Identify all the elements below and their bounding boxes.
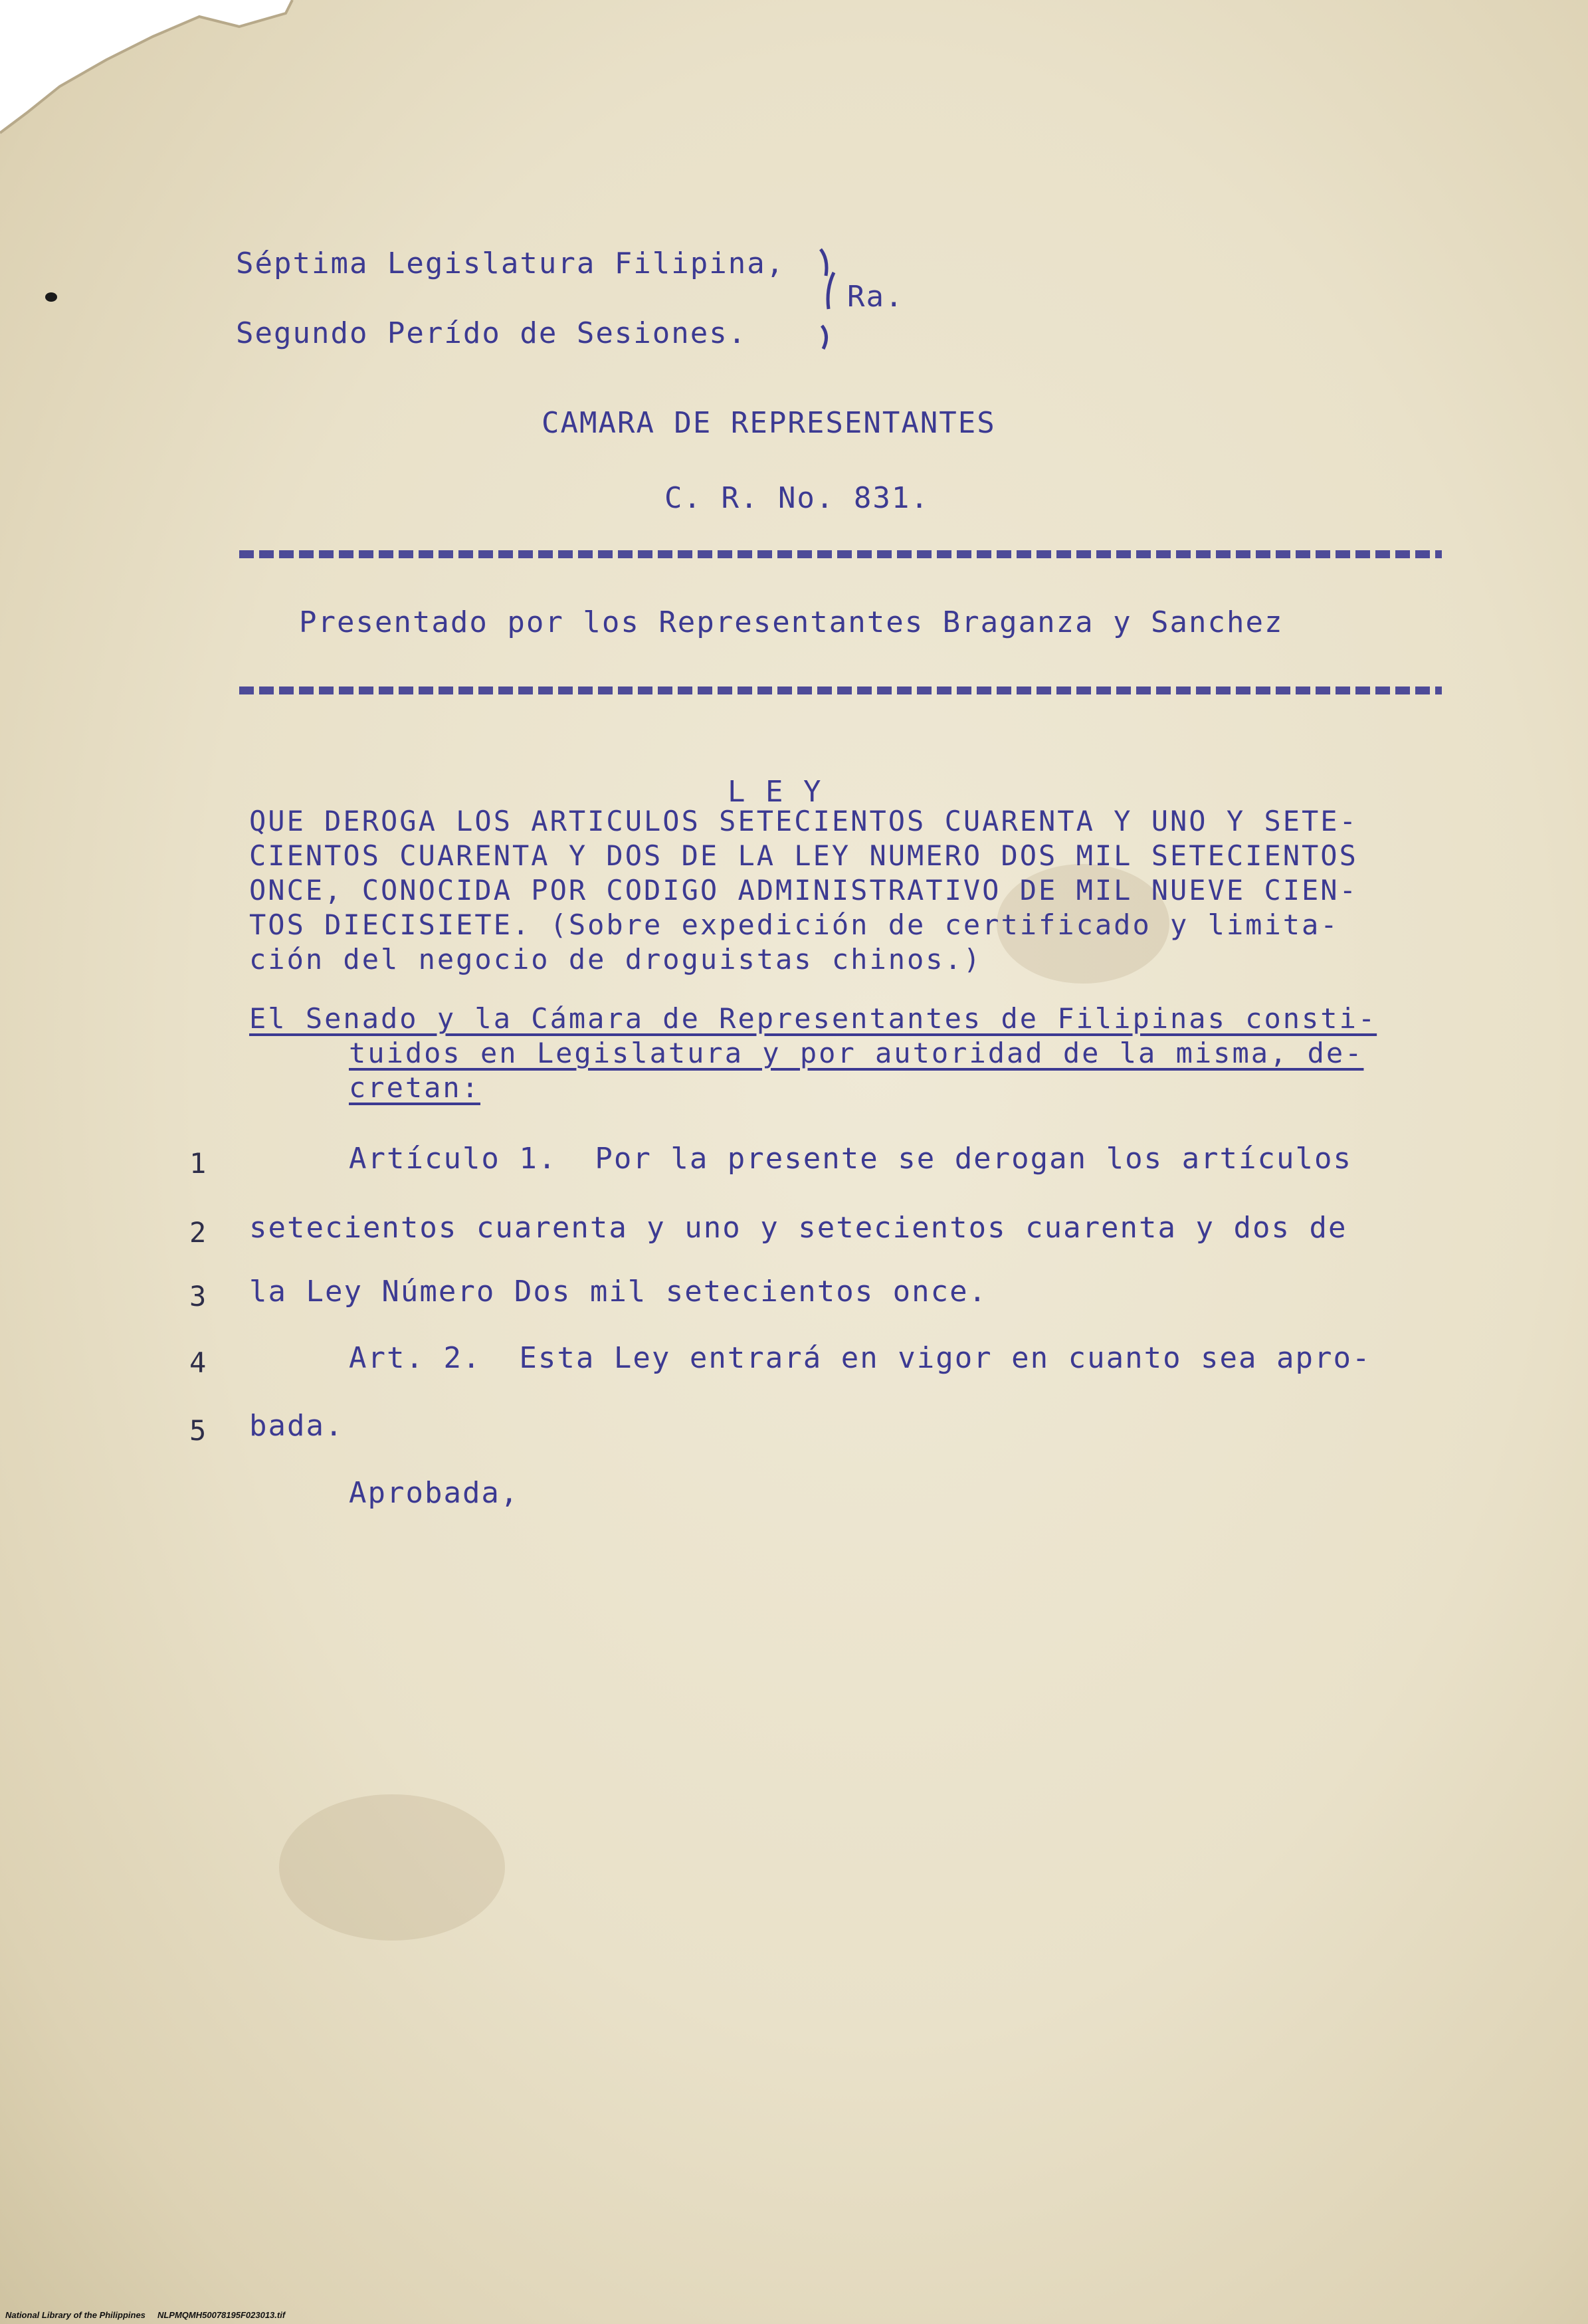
title-line: QUE DEROGA LOS ARTICULOS SETECIENTOS CUARENTA Y UNO Y SETE- (249, 805, 1358, 837)
closing-approved: Aprobada, (349, 1476, 520, 1510)
body-line: setecientos cuarenta y uno y setecientos cuarenta y dos de (249, 1211, 1347, 1245)
line-number: 5 (189, 1414, 207, 1447)
title-line: TOS DIECISIETE. (Sobre expedición de certificado y limita- (249, 908, 1340, 941)
torn-paper-edge (0, 0, 1588, 153)
presented-by: Presentado por los Representantes Braganza y Sanchez (299, 605, 1284, 639)
line-number: 3 (189, 1280, 207, 1313)
legislature-line: Séptima Legislatura Filipina, (236, 247, 785, 280)
body-line: la Ley Número Dos mil setecientos once. (249, 1275, 988, 1309)
paper-stain (279, 1794, 505, 1941)
title-line: ción del negocio de droguistas chinos.) (249, 943, 983, 976)
enacting-clause-line: tuidos en Legislatura y por autoridad de la misma, de- (349, 1037, 1364, 1069)
ink-mark (45, 292, 57, 302)
chamber-title: CAMARA DE REPRESENTANTES (542, 406, 996, 440)
title-line: CIENTOS CUARENTA Y DOS DE LA LEY NUMERO DOS MIL SETECIENTOS (249, 839, 1358, 872)
dashed-rule-bottom (239, 687, 1442, 694)
body-line: Art. 2. Esta Ley entrará en vigor en cuanto sea apro- (349, 1341, 1371, 1375)
archive-footer: National Library of the Philippines NLPMQMH50078195F023013.tif (5, 2310, 286, 2320)
title-line: ONCE, CONOCIDA POR CODIGO ADMINISTRATIVO DE MIL NUEVE CIEN- (249, 874, 1358, 906)
line-number: 2 (189, 1216, 207, 1249)
line-number: 1 (189, 1147, 207, 1180)
enacting-clause-line: cretan: (349, 1071, 481, 1104)
line-number: 4 (189, 1346, 207, 1379)
law-heading: L E Y (728, 775, 823, 809)
enacting-clause-line: El Senado y la Cámara de Representantes de Filipinas consti- (249, 1002, 1377, 1035)
session-line: Segundo Perído de Sesiones. (236, 316, 747, 350)
bill-number: C. R. No. 831. (664, 481, 930, 515)
dashed-rule-top (239, 550, 1442, 558)
ra-note: Ra. (847, 280, 904, 314)
body-line: Artículo 1. Por la presente se derogan los artículos (349, 1142, 1352, 1176)
body-line: bada. (249, 1409, 344, 1443)
